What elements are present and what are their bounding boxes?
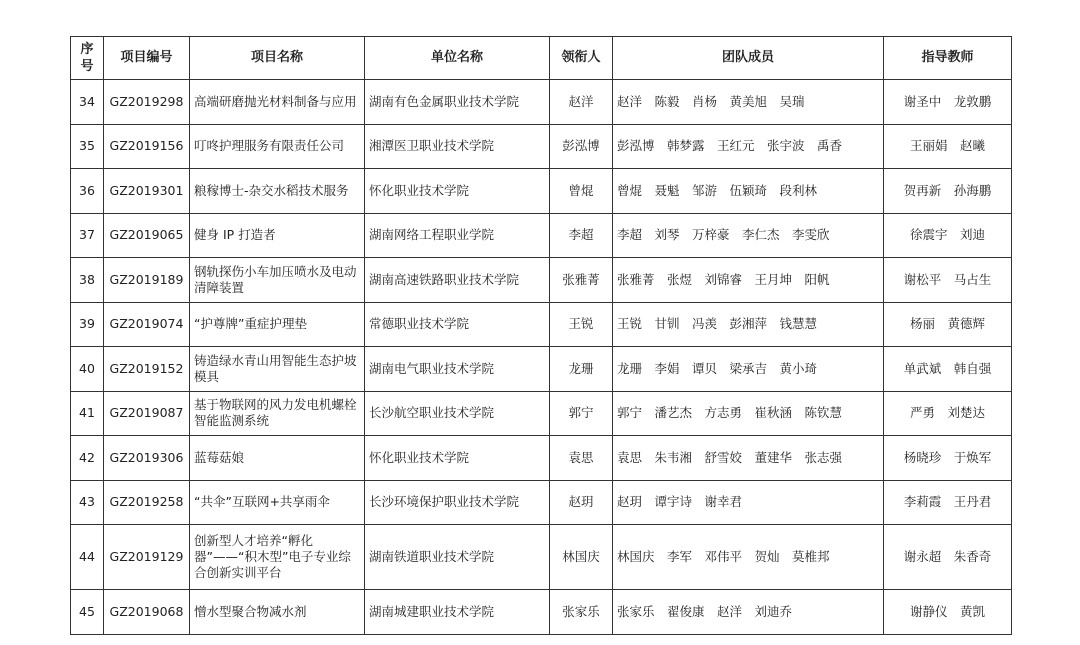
cell-leader: 袁思	[550, 436, 613, 481]
cell-team: 赵洋 陈毅 肖杨 黄美旭 吴瑞	[613, 80, 884, 125]
cell-team: 赵玥 谭宇诗 谢幸君	[613, 480, 884, 525]
cell-leader: 彭泓博	[550, 124, 613, 169]
cell-team: 郭宁 潘艺杰 方志勇 崔秋涵 陈钦慧	[613, 391, 884, 436]
cell-seq: 39	[71, 302, 104, 347]
cell-code: GZ2019152	[104, 347, 190, 392]
table-row	[71, 391, 1012, 436]
cell-team: 林国庆 李军 邓伟平 贺灿 莫椎邦	[613, 525, 884, 590]
cell-leader: 曾焜	[550, 169, 613, 214]
cell-code: GZ2019129	[104, 525, 190, 590]
header-unit: 单位名称	[365, 37, 550, 80]
cell-advisor: 李莉霞 王丹君	[884, 480, 1012, 525]
cell-code: GZ2019087	[104, 391, 190, 436]
cell-project-name: 高端研磨抛光材料制备与应用	[190, 80, 365, 125]
cell-seq: 44	[71, 525, 104, 590]
cell-project-name: 健身 IP 打造者	[190, 213, 365, 258]
cell-leader: 李超	[550, 213, 613, 258]
cell-team: 张雅菁 张煜 刘锦睿 王月坤 阳帆	[613, 258, 884, 303]
cell-unit: 湖南铁道职业技术学院	[365, 525, 550, 590]
cell-advisor: 谢永超 朱香奇	[884, 525, 1012, 590]
table-row	[71, 124, 1012, 169]
cell-project-name: 创新型人才培养“孵化器”——“积木型”电子专业综合创新实训平台	[190, 525, 365, 590]
header-name: 项目名称	[190, 37, 365, 80]
cell-team: 龙珊 李娟 谭贝 梁承吉 黄小琦	[613, 347, 884, 392]
cell-unit: 怀化职业技术学院	[365, 436, 550, 481]
cell-team: 彭泓博 韩梦露 王红元 张宇波 禹香	[613, 124, 884, 169]
header-code: 项目编号	[104, 37, 190, 80]
cell-code: GZ2019189	[104, 258, 190, 303]
cell-leader: 张家乐	[550, 590, 613, 635]
cell-seq: 34	[71, 80, 104, 125]
cell-unit: 湖南城建职业技术学院	[365, 590, 550, 635]
header-advisor: 指导教师	[884, 37, 1012, 80]
header-team: 团队成员	[613, 37, 884, 80]
cell-advisor: 谢圣中 龙敦鹏	[884, 80, 1012, 125]
cell-code: GZ2019156	[104, 124, 190, 169]
cell-unit: 湖南有色金属职业技术学院	[365, 80, 550, 125]
cell-leader: 龙珊	[550, 347, 613, 392]
cell-advisor: 贺再新 孙海鹏	[884, 169, 1012, 214]
header-seq: 序号	[71, 37, 104, 80]
cell-project-name: “共伞”互联网+共享雨伞	[190, 480, 365, 525]
cell-code: GZ2019258	[104, 480, 190, 525]
table-row	[71, 480, 1012, 525]
cell-leader: 张雅菁	[550, 258, 613, 303]
cell-team: 李超 刘琴 万梓豪 李仁杰 李雯欣	[613, 213, 884, 258]
cell-seq: 36	[71, 169, 104, 214]
project-table	[70, 36, 1012, 635]
table-row	[71, 213, 1012, 258]
cell-code: GZ2019301	[104, 169, 190, 214]
cell-team: 袁思 朱韦湘 舒雪姣 董建华 张志强	[613, 436, 884, 481]
cell-project-name: 叮咚护理服务有限责任公司	[190, 124, 365, 169]
cell-team: 曾焜 聂魁 邹游 伍颖琦 段利林	[613, 169, 884, 214]
cell-seq: 37	[71, 213, 104, 258]
cell-advisor: 杨晓珍 于焕军	[884, 436, 1012, 481]
cell-advisor: 徐震宇 刘迪	[884, 213, 1012, 258]
cell-leader: 赵玥	[550, 480, 613, 525]
cell-advisor: 谢松平 马占生	[884, 258, 1012, 303]
cell-unit: 湖南高速铁路职业技术学院	[365, 258, 550, 303]
cell-seq: 35	[71, 124, 104, 169]
cell-advisor: 谢静仪 黄凯	[884, 590, 1012, 635]
cell-seq: 42	[71, 436, 104, 481]
cell-advisor: 单武斌 韩自强	[884, 347, 1012, 392]
cell-unit: 怀化职业技术学院	[365, 169, 550, 214]
cell-code: GZ2019298	[104, 80, 190, 125]
header-row	[71, 37, 1012, 80]
table-row	[71, 436, 1012, 481]
cell-project-name: 粮稼博士-杂交水稻技术服务	[190, 169, 365, 214]
cell-unit: 湖南电气职业技术学院	[365, 347, 550, 392]
table-row	[71, 169, 1012, 214]
cell-project-name: “护尊牌”重症护理垫	[190, 302, 365, 347]
cell-unit: 常德职业技术学院	[365, 302, 550, 347]
cell-leader: 赵洋	[550, 80, 613, 125]
cell-unit: 湘潭医卫职业技术学院	[365, 124, 550, 169]
cell-code: GZ2019068	[104, 590, 190, 635]
table-row	[71, 302, 1012, 347]
cell-unit: 长沙环境保护职业技术学院	[365, 480, 550, 525]
cell-project-name: 钢轨探伤小车加压喷水及电动清障装置	[190, 258, 365, 303]
cell-seq: 40	[71, 347, 104, 392]
cell-team: 王锐 甘钏 冯羡 彭湘萍 钱慧慧	[613, 302, 884, 347]
cell-project-name: 憎水型聚合物减水剂	[190, 590, 365, 635]
cell-team: 张家乐 翟俊康 赵洋 刘迪乔	[613, 590, 884, 635]
cell-code: GZ2019306	[104, 436, 190, 481]
cell-code: GZ2019074	[104, 302, 190, 347]
cell-seq: 43	[71, 480, 104, 525]
cell-seq: 38	[71, 258, 104, 303]
cell-leader: 郭宁	[550, 391, 613, 436]
cell-project-name: 蓝莓菇娘	[190, 436, 365, 481]
cell-advisor: 王丽娟 赵曦	[884, 124, 1012, 169]
cell-advisor: 杨丽 黄德辉	[884, 302, 1012, 347]
cell-leader: 林国庆	[550, 525, 613, 590]
cell-seq: 45	[71, 590, 104, 635]
cell-advisor: 严勇 刘楚达	[884, 391, 1012, 436]
cell-project-name: 铸造绿水青山用智能生态护坡模具	[190, 347, 365, 392]
table-row	[71, 525, 1012, 590]
cell-code: GZ2019065	[104, 213, 190, 258]
cell-seq: 41	[71, 391, 104, 436]
cell-project-name: 基于物联网的风力发电机螺栓智能监测系统	[190, 391, 365, 436]
table-row	[71, 590, 1012, 635]
cell-unit: 湖南网络工程职业学院	[365, 213, 550, 258]
cell-leader: 王锐	[550, 302, 613, 347]
header-leader: 领衔人	[550, 37, 613, 80]
table-row	[71, 80, 1012, 125]
cell-unit: 长沙航空职业技术学院	[365, 391, 550, 436]
table-row	[71, 347, 1012, 392]
table-row	[71, 258, 1012, 303]
